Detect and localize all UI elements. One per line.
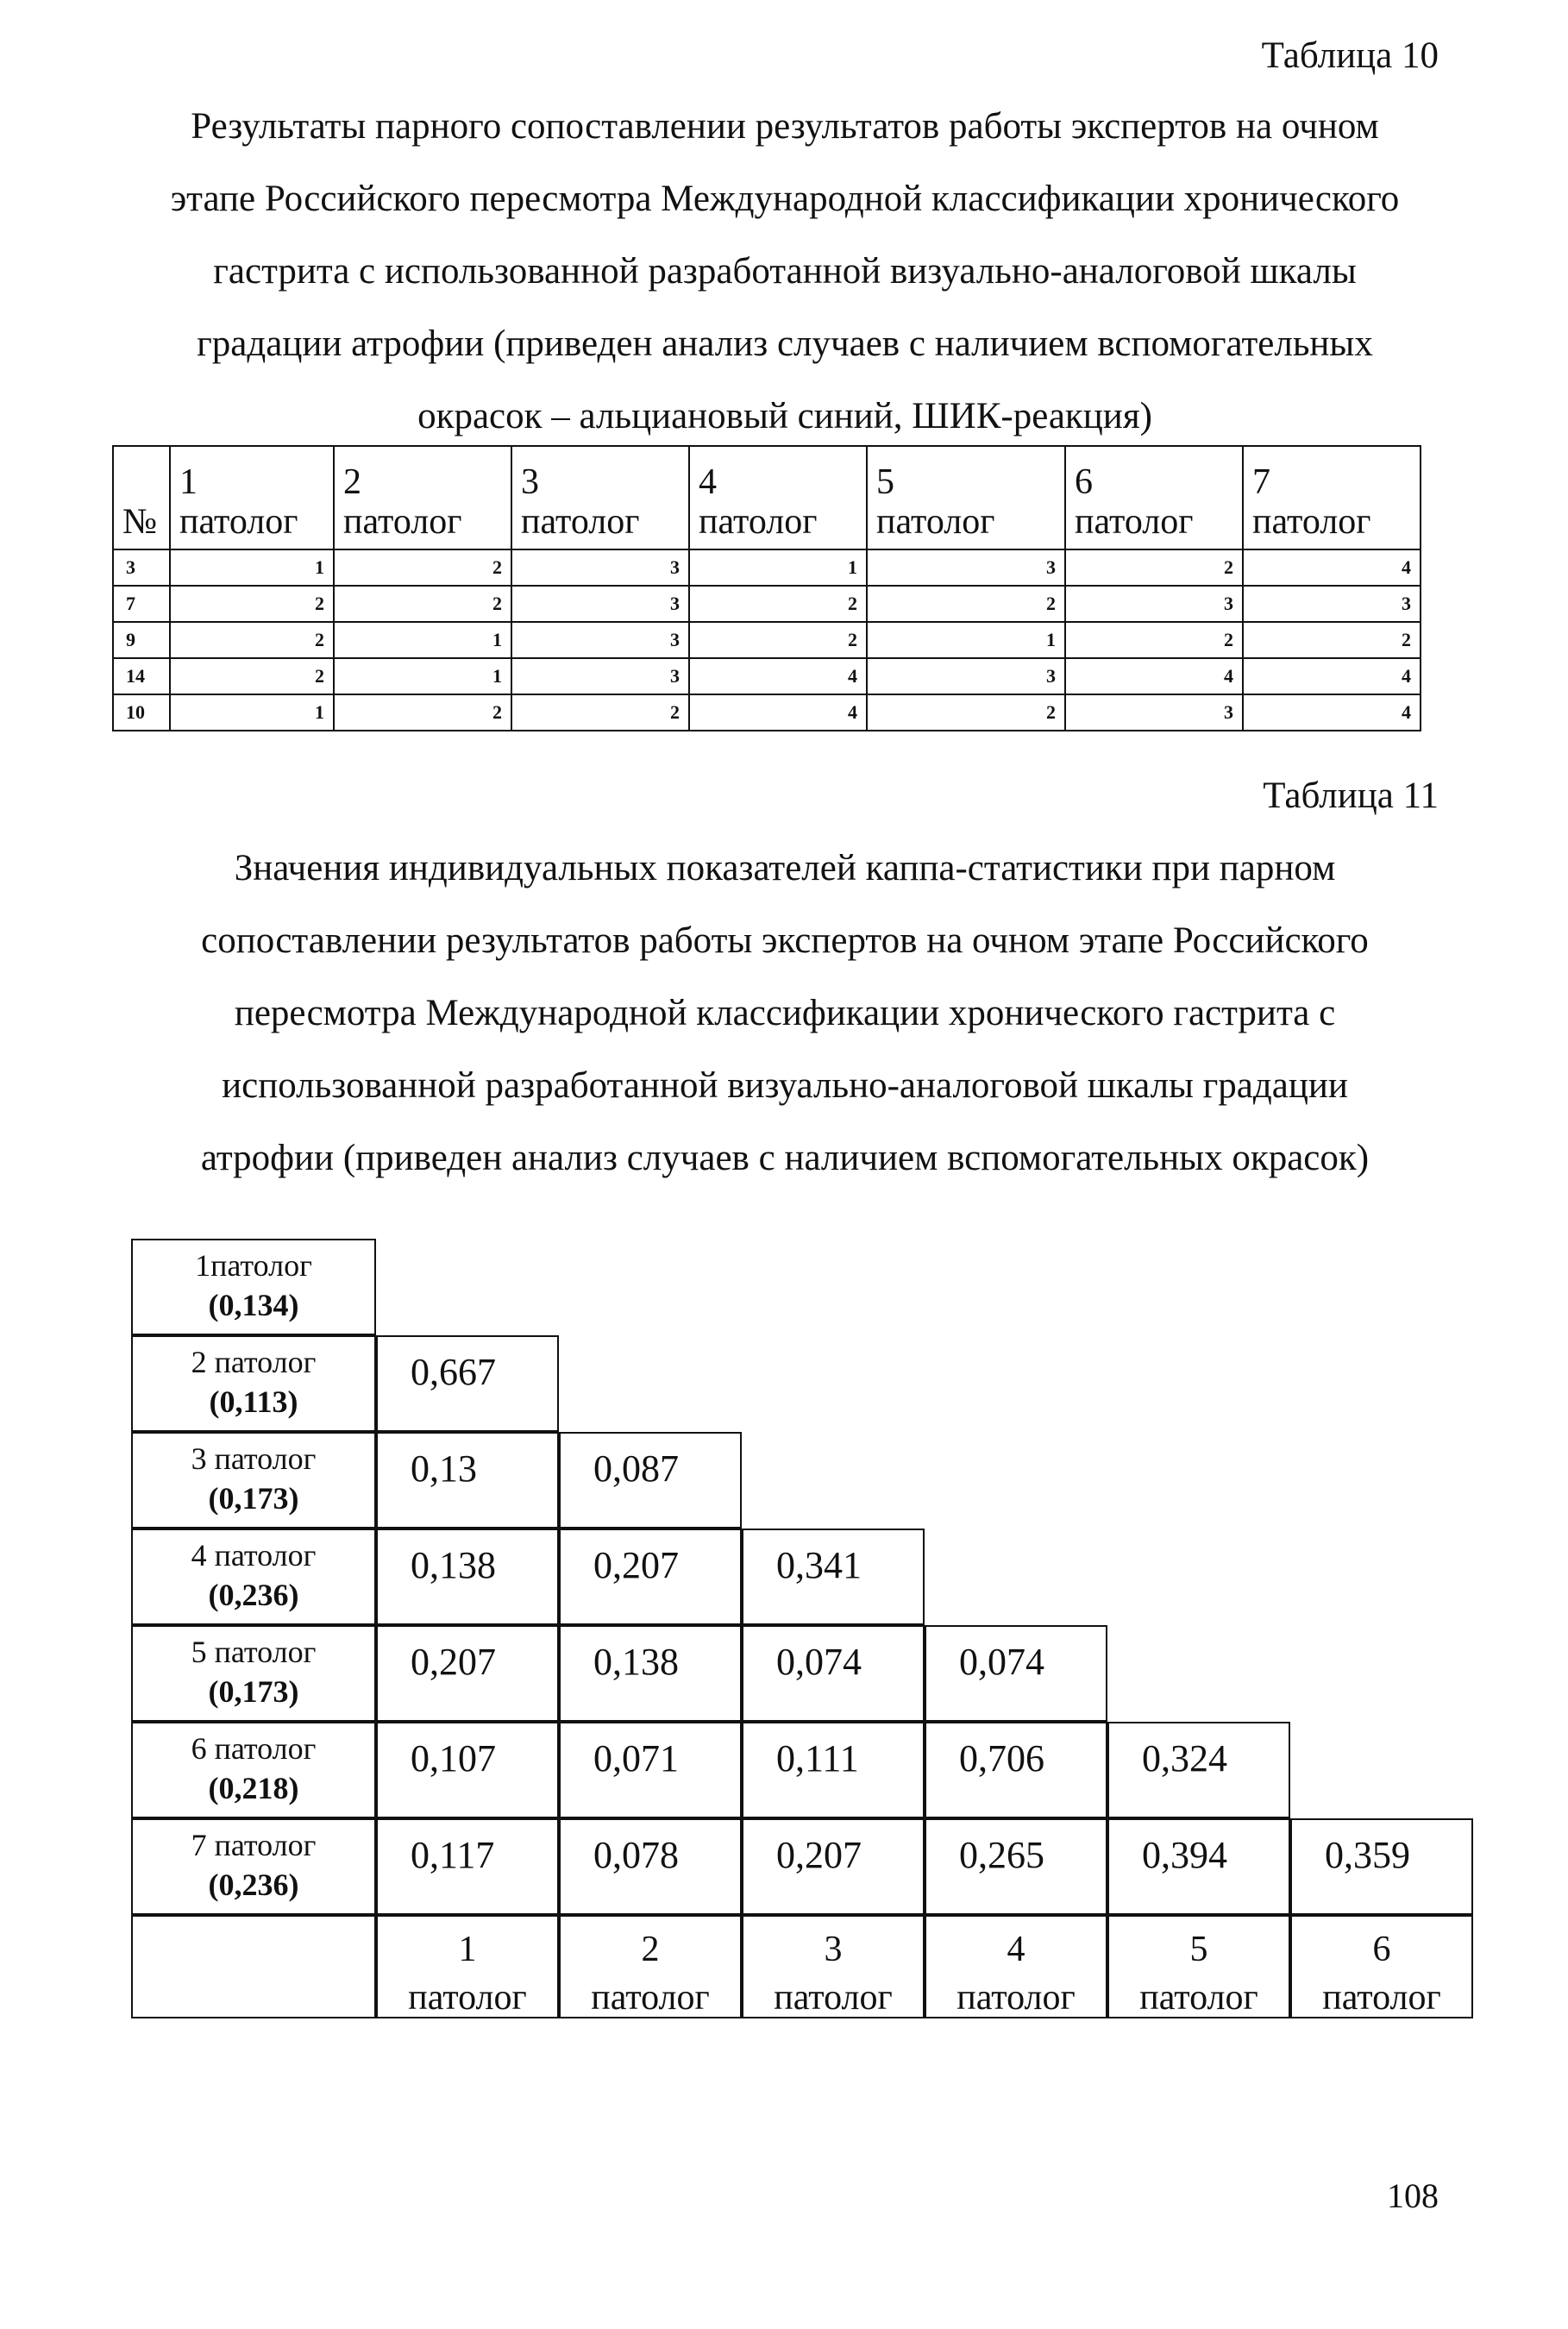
table11-col-header	[559, 1915, 742, 2018]
row-label-text: 6 патолог	[191, 1731, 317, 1766]
table11-kappa-cell: 0,207	[376, 1625, 559, 1722]
header-col: 5 патолог	[867, 446, 1065, 549]
table11-row-label	[131, 1722, 376, 1818]
col-header-num: 2	[641, 1930, 660, 1969]
table10-cell: 2	[170, 586, 334, 622]
table11-title	[95, 832, 1475, 1195]
col-header-num: 3	[824, 1930, 843, 1969]
header-col: 7 патолог	[1243, 446, 1421, 549]
table10-cell: 2	[689, 622, 867, 658]
table11-col-header	[1107, 1915, 1290, 2018]
table10-cell: 3	[511, 658, 689, 694]
col-header-num: 5	[1189, 1930, 1208, 1969]
table10-cell: 1	[334, 658, 511, 694]
table11-row-label	[131, 1529, 376, 1625]
table10-title-line: окрасок – альциановый синий, ШИК-реакция)	[417, 396, 1152, 436]
table11-kappa-cell: 0,071	[559, 1722, 742, 1818]
row-label-text: 1патолог	[195, 1248, 312, 1283]
table11-kappa-cell: 0,078	[559, 1818, 742, 1915]
table11-row-label	[131, 1625, 376, 1722]
table11-row-label	[131, 1432, 376, 1529]
col-header-word: патолог	[774, 1978, 893, 2018]
table11-col-header	[376, 1915, 559, 2018]
table10-cell: 3	[1243, 586, 1421, 622]
col-header-num: 1	[458, 1930, 477, 1969]
row-label-text: 4 патолог	[191, 1538, 317, 1573]
header-col: 1 патолог	[170, 446, 334, 549]
header-no: №	[113, 446, 170, 549]
table10-cell: 3	[511, 622, 689, 658]
table10-cell: 3	[511, 586, 689, 622]
table11-col-header	[1290, 1915, 1473, 2018]
col-header-num: 4	[1007, 1930, 1025, 1969]
table10-cell: 2	[1065, 549, 1243, 586]
table10-cell: 3	[1065, 586, 1243, 622]
col-header-word: патолог	[408, 1978, 527, 2018]
table10-cell: 4	[689, 694, 867, 731]
table10-cell: 2	[170, 622, 334, 658]
table11-row-label	[131, 1239, 376, 1335]
table11-title-line: пересмотра Международной классификации хронического гастрита с	[234, 993, 1336, 1033]
table11-kappa-cell: 0,359	[1290, 1818, 1473, 1915]
table10-cell: 1	[170, 549, 334, 586]
row-number: 7	[113, 586, 170, 622]
table11-kappa-cell: 0,667	[376, 1335, 559, 1432]
table10-cell: 1	[689, 549, 867, 586]
table11-kappa-cell: 0,117	[376, 1818, 559, 1915]
page-number: 108	[1387, 2176, 1439, 2215]
table11-kappa-cell: 0,087	[559, 1432, 742, 1529]
row-number: 10	[113, 694, 170, 731]
row-label-text: 3 патолог	[191, 1441, 317, 1476]
col-header-word: патолог	[1139, 1978, 1258, 2018]
col-header-num: 6	[1372, 1930, 1391, 1969]
table11-kappa-cell: 0,706	[925, 1722, 1107, 1818]
table10-cell: 2	[511, 694, 689, 731]
table10-cell: 4	[1243, 658, 1421, 694]
table10-cell: 1	[867, 622, 1065, 658]
table10-cell: 1	[334, 622, 511, 658]
table11-kappa-cell: 0,107	[376, 1722, 559, 1818]
table10-row	[113, 694, 1421, 731]
row-kappa-value: (0,173)	[208, 1481, 299, 1516]
row-kappa-value: (0,218)	[208, 1771, 299, 1805]
table11-row-label	[131, 1335, 376, 1432]
row-label-text: 5 патолог	[191, 1635, 317, 1669]
table10-title-line: гастрита с использованной разработанной визуально-аналоговой шкалы	[213, 251, 1357, 292]
table10-cell: 2	[1243, 622, 1421, 658]
table11-kappa-cell: 0,074	[925, 1625, 1107, 1722]
table10-cell: 2	[334, 586, 511, 622]
row-label-text: 7 патолог	[191, 1828, 317, 1862]
table10-label: Таблица 10	[1261, 35, 1439, 76]
table11-corner-cell	[131, 1915, 376, 2018]
header-col: 3 патолог	[511, 446, 689, 549]
table11-kappa-cell: 0,207	[559, 1529, 742, 1625]
table10-cell: 2	[1065, 622, 1243, 658]
row-label-text: 2 патолог	[191, 1345, 317, 1379]
table10-cell: 2	[334, 694, 511, 731]
row-kappa-value: (0,113)	[209, 1384, 298, 1419]
table10-cell: 2	[170, 658, 334, 694]
table11-kappa-cell: 0,324	[1107, 1722, 1290, 1818]
table10-cell: 4	[1065, 658, 1243, 694]
header-col: 2 патолог	[334, 446, 511, 549]
table10-title-line: этапе Российского пересмотра Международной классификации хронического	[170, 179, 1400, 219]
table10-cell: 4	[1243, 694, 1421, 731]
table11-kappa-cell: 0,138	[559, 1625, 742, 1722]
table10-cell: 3	[867, 549, 1065, 586]
table11-kappa-cell: 0,138	[376, 1529, 559, 1625]
table11-kappa-cell: 0,13	[376, 1432, 559, 1529]
table10-cell: 2	[334, 549, 511, 586]
table11-kappa-cell: 0,265	[925, 1818, 1107, 1915]
row-kappa-value: (0,236)	[208, 1578, 299, 1612]
table10-cell: 2	[867, 586, 1065, 622]
row-number: 14	[113, 658, 170, 694]
table10-cell: 2	[867, 694, 1065, 731]
table11-col-header	[925, 1915, 1107, 2018]
table11-kappa-cell: 0,074	[742, 1625, 925, 1722]
table11-kappa-cell: 0,111	[742, 1722, 925, 1818]
table11-col-header	[742, 1915, 925, 2018]
table11-kappa-cell: 0,207	[742, 1818, 925, 1915]
col-header-word: патолог	[956, 1978, 1076, 2018]
table10-title	[95, 91, 1475, 453]
header-col: 6 патолог	[1065, 446, 1243, 549]
row-kappa-value: (0,134)	[208, 1288, 299, 1322]
table11-title-line: Значения индивидуальных показателей каппа-статистики при парном	[234, 848, 1336, 888]
table11-title-line: атрофии (приведен анализ случаев с наличием вспомогательных окрасок)	[200, 1138, 1370, 1178]
table11-title-line: сопоставлении результатов работы экспертов на очном этапе Российского	[201, 920, 1369, 961]
table10-row	[113, 586, 1421, 622]
table11-title-line: использованной разработанной визуально-аналоговой шкалы градации	[222, 1065, 1348, 1106]
table11-kappa-cell: 0,341	[742, 1529, 925, 1625]
table10-cell: 1	[170, 694, 334, 731]
table10-row	[113, 622, 1421, 658]
row-number: 3	[113, 549, 170, 586]
table10-cell: 3	[1065, 694, 1243, 731]
table11-label: Таблица 11	[1263, 775, 1439, 816]
header-col: 4 патолог	[689, 446, 867, 549]
table10-title-line: градации атрофии (приведен анализ случаев с наличием вспомогательных	[197, 323, 1373, 364]
table10	[112, 445, 1421, 731]
col-header-word: патолог	[1322, 1978, 1441, 2018]
row-number: 9	[113, 622, 170, 658]
col-header-word: патолог	[591, 1978, 710, 2018]
table10-cell: 4	[1243, 549, 1421, 586]
table10-row	[113, 658, 1421, 694]
table10-cell: 3	[867, 658, 1065, 694]
table11-row-label	[131, 1818, 376, 1915]
row-kappa-value: (0,173)	[208, 1674, 299, 1709]
table10-header-row	[113, 446, 1421, 549]
table10-title-line: Результаты парного сопоставлении результатов работы экспертов на очном	[191, 106, 1379, 147]
row-kappa-value: (0,236)	[208, 1868, 299, 1902]
table11-kappa-cell: 0,394	[1107, 1818, 1290, 1915]
table10-row	[113, 549, 1421, 586]
table10-cell: 2	[689, 586, 867, 622]
table10-cell: 3	[511, 549, 689, 586]
table10-cell: 4	[689, 658, 867, 694]
